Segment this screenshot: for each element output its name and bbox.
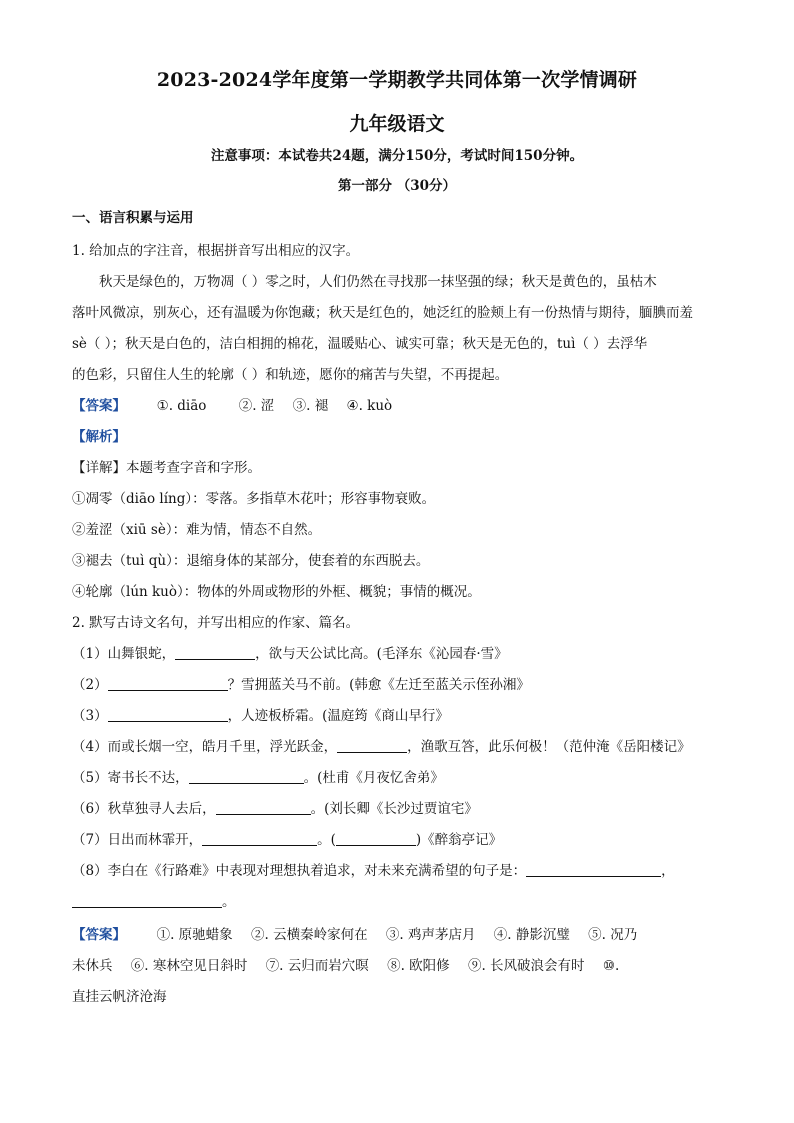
q2-line-5-source: 。(杜甫《月夜忆舍弟》 [303, 770, 444, 786]
q2-line-8-text: （8）李白在《行路难》中表现对理想执着追求，对未来充满希望的句子是： [72, 863, 527, 879]
q2-line-1-text: （1）山舞银蛇， [72, 646, 176, 662]
q1-note: ④轮廓（lún kuò）：物体的外周或物形的外框、概貌；事情的概况。 [72, 584, 481, 600]
q2-answer-row [72, 951, 722, 982]
q2-answer: ⑨. 长风破浪会有时 [467, 958, 585, 974]
q2-line-2 [72, 670, 722, 701]
q1-stem: 1. 给加点的字注音，根据拼音写出相应的汉字。 [72, 243, 360, 259]
q2-answer: ③. 鸡声茅店月 [385, 927, 476, 943]
q2-line-6-source: 。(刘长卿《长沙过贾谊宅》 [310, 801, 478, 817]
q2-line-5-text: （5）寄书长不达， [72, 770, 189, 786]
answer-tag: 【答案】 [72, 398, 126, 414]
q2-line-4-source: ，渔歌互答，此乐何极！（范仲淹《岳阳楼记》 [407, 739, 691, 755]
q2-line-1-source: ，欲与天公试比高。(毛泽东《沁园春·雪》 [255, 646, 508, 662]
q2-line-2-text: （2） [72, 677, 108, 693]
q2-line-7 [72, 825, 722, 856]
analysis-tag: 【解析】 [72, 429, 126, 445]
part-heading: 第一部分 （30分） [338, 178, 456, 194]
answer-blank[interactable] [108, 707, 228, 722]
q1-note: ②羞涩（xiū sè）：难为情，情态不自然。 [72, 522, 322, 538]
answer-blank[interactable] [526, 862, 661, 877]
q1-answer-row [72, 391, 722, 422]
q2-answer: ⑤. 况乃 [588, 927, 638, 943]
q1-answer-4: ④. kuò [346, 398, 393, 414]
q2-line-5 [72, 763, 722, 794]
answer-blank-author[interactable] [336, 831, 416, 846]
q2-line-7-source: )《醉翁亭记》 [415, 832, 503, 848]
q2-answer: ⑩. [602, 958, 620, 974]
q2-answer-row [72, 920, 722, 951]
q2-line-3-source: ，人迹板桥霜。(温庭筠《商山早行》 [227, 708, 449, 724]
q2-answer: 未休兵 [72, 958, 113, 974]
q1-passage-line: 秋天是绿色的，万物凋（ ）零之时，人们仍然在寻找那一抹坚强的绿；秋天是黄色的，虽枯木 [99, 274, 657, 290]
q2-line-1 [72, 639, 722, 670]
q2-line-2-source: ？雪拥蓝关马不前。(韩愈《左迁至蓝关示侄孙湘》 [227, 677, 530, 693]
q1-answer-1: ①. diāo [156, 398, 207, 414]
answer-blank[interactable] [175, 645, 255, 660]
q1-passage-line: 落叶风微凉，别灰心，还有温暖为你饱藏；秋天是红色的，她泛红的脸颊上有一份热情与期待，腼腆而羞 [72, 305, 693, 321]
q2-line-7-text: （7）日出而林霏开， [72, 832, 203, 848]
q2-line-4-text: （4）而或长烟一空，皓月千里，浮光跃金， [72, 739, 338, 755]
q1-detail: 【详解】本题考查字音和字形。 [72, 460, 261, 476]
q2-answer: ②. 云横秦岭家何在 [250, 927, 368, 943]
q2-line-3 [72, 701, 722, 732]
exam-subject: 九年级语文 [349, 113, 445, 135]
answer-blank[interactable] [202, 831, 317, 846]
q1-note: ①凋零（diāo líng）：零落。多指草木花叶；形容事物衰败。 [72, 491, 436, 507]
q2-line-7-punct: 。( [317, 832, 336, 848]
q2-answer: ⑥. 寒林空见日斜时 [130, 958, 248, 974]
section-heading: 一、语言积累与运用 [72, 210, 194, 226]
answer-tag: 【答案】 [72, 927, 126, 943]
exam-title: 2023-2024学年度第一学期教学共同体第一次学情调研 [156, 69, 638, 91]
q2-line-6 [72, 794, 722, 825]
q2-answer: ④. 静影沉璧 [493, 927, 570, 943]
q1-answer-3: ③. 褪 [292, 398, 329, 414]
answer-blank[interactable] [108, 676, 228, 691]
q1-note: ③褪去（tuì qù）：退缩身体的某部分，使套着的东西脱去。 [72, 553, 430, 569]
answer-blank[interactable] [216, 800, 311, 815]
q2-line-3-text: （3） [72, 708, 108, 724]
q2-answer: ⑧. 欧阳修 [387, 958, 450, 974]
q2-line-4 [72, 732, 722, 763]
q2-answer-cont: 直挂云帆济沧海 [72, 989, 167, 1005]
q1-passage-line: sè（ ）；秋天是白色的，洁白相拥的棉花，温暖贴心、诚实可靠；秋天是无色的，tuì（ ）去浮华 [72, 336, 648, 352]
answer-blank[interactable] [72, 893, 222, 908]
q2-line-8-cont [72, 887, 722, 918]
q2-answer: ①. 原驰蜡象 [156, 927, 233, 943]
answer-blank[interactable] [189, 769, 304, 784]
q2-stem: 2. 默写古诗文名句，并写出相应的作家、篇名。 [72, 615, 360, 631]
q2-answer: ⑦. 云归而岩穴暝 [265, 958, 369, 974]
q2-line-8-comma: ， [661, 863, 675, 879]
answer-blank[interactable] [337, 738, 407, 753]
q2-line-8-end: 。 [222, 894, 236, 910]
q2-line-6-text: （6）秋草独寻人去后， [72, 801, 216, 817]
q1-passage-line: 的色彩，只留住人生的轮廓（ ）和轨迹，愿你的痛苦与失望，不再提起。 [72, 367, 509, 383]
q2-line-8 [72, 856, 722, 887]
q1-answer-2: ②. 涩 [238, 398, 275, 414]
exam-notice: 注意事项：本试卷共24题，满分150分，考试时间150分钟。 [210, 148, 584, 164]
